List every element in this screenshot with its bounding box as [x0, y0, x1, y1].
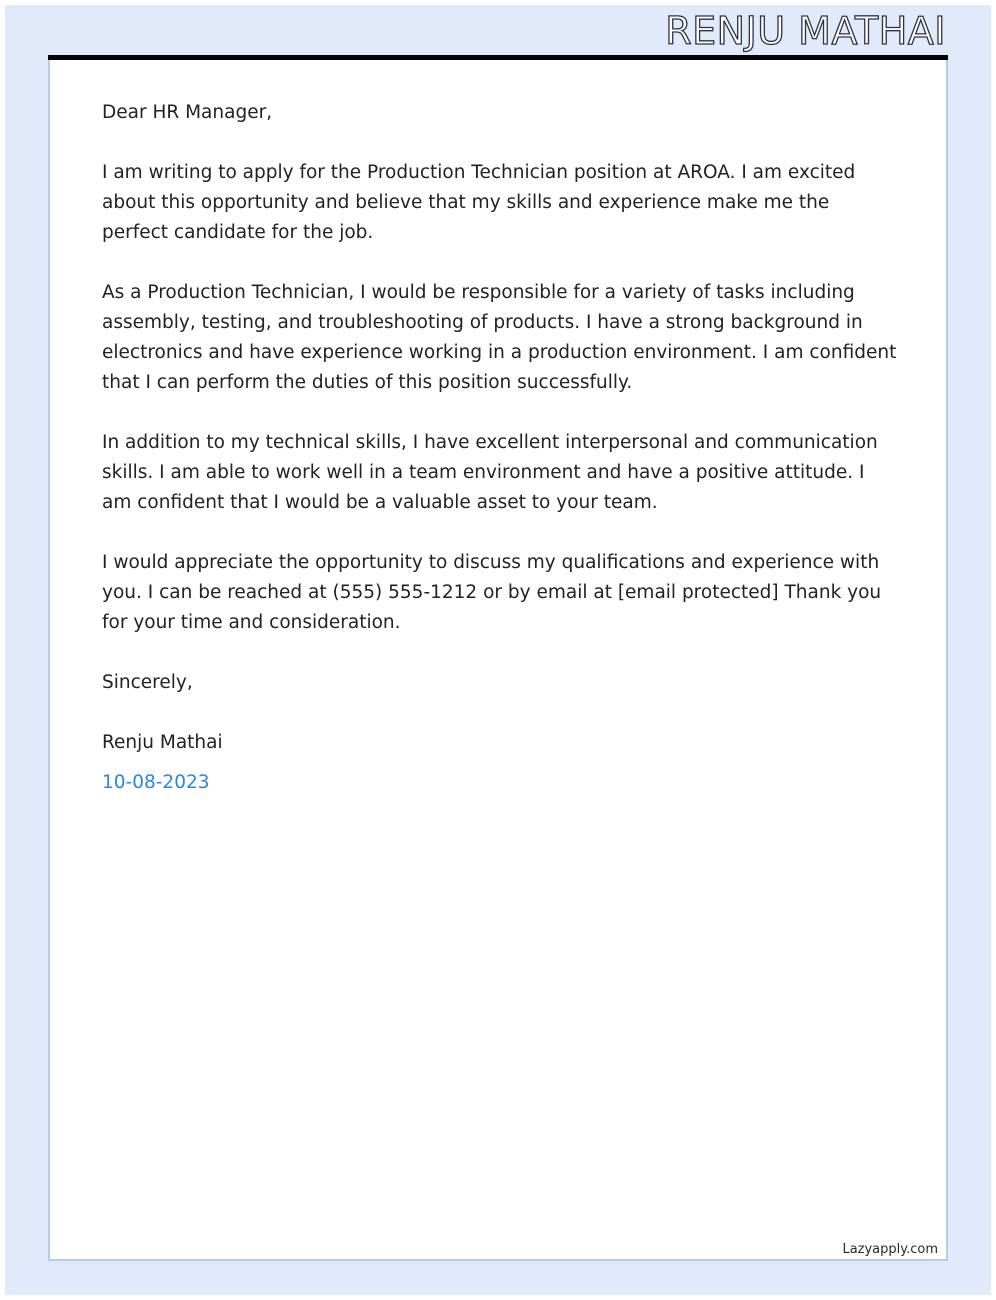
paragraph-intro: I am writing to apply for the Production Technician position at AROA. I am excited about this opportunity and believe that my skills and experience make me the perfect candidate for the job.: [102, 162, 856, 243]
watermark-link[interactable]: Lazyapply.com: [842, 1242, 938, 1257]
applicant-name-heading: RENJU MATHAI: [665, 9, 946, 53]
letter-body: [102, 98, 898, 798]
salutation: Dear HR Manager,: [102, 102, 273, 123]
closing: Sincerely,: [102, 672, 193, 693]
paragraph-responsibilities: As a Production Technician, I would be responsible for a variety of tasks including assembly, testing, and troubleshooting of products. I have a strong background in electronics and have experience working in a production environment. I am confident that I can perform the duties of this position successfully.: [102, 282, 897, 393]
letter-date: 10-08-2023: [102, 772, 210, 793]
signature-name: Renju Mathai: [102, 732, 223, 753]
letter-sheet: [48, 60, 948, 1261]
paragraph-contact: I would appreciate the opportunity to discuss my qualifications and experience with you. I can be reached at (555) 555-1212 or by email at [email protected] Thank you for your time and consideration.: [102, 552, 882, 633]
paragraph-skills: In addition to my technical skills, I have excellent interpersonal and communication skills. I am able to work well in a team environment and have a positive attitude. I am confident that I would be a valuable asset to your team.: [102, 432, 878, 513]
